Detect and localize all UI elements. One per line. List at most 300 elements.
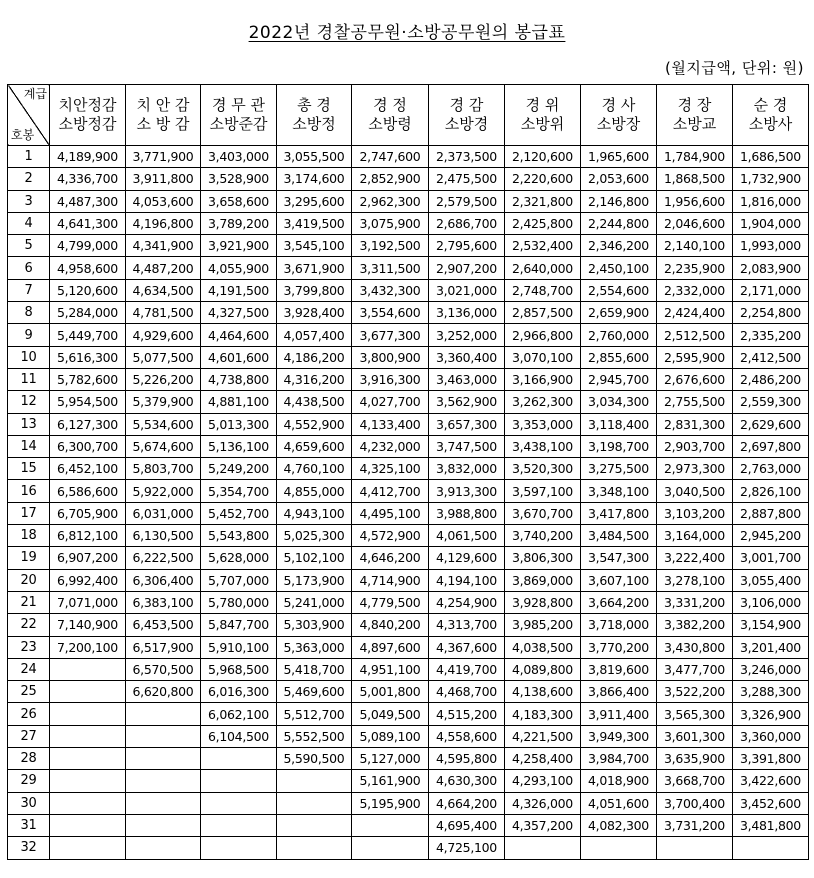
salary-cell: 5,512,700 [277, 703, 352, 725]
page-title-text: 2022년 경찰공무원·소방공무원의 봉급표 [248, 23, 566, 43]
salary-cell [50, 681, 126, 703]
salary-cell: 6,127,300 [50, 413, 126, 435]
salary-cell: 3,984,700 [581, 748, 657, 770]
step-cell: 27 [8, 725, 50, 747]
column-header-rank-fire: 소방준감 [209, 115, 268, 133]
salary-cell: 5,847,700 [201, 614, 277, 636]
column-header [277, 85, 352, 146]
salary-cell: 2,512,500 [657, 324, 733, 346]
salary-cell: 2,321,800 [505, 190, 581, 212]
step-cell: 5 [8, 235, 50, 257]
step-cell: 23 [8, 636, 50, 658]
column-header [581, 85, 657, 146]
salary-cell: 2,346,200 [581, 235, 657, 257]
column-header [50, 85, 126, 146]
salary-cell: 5,161,900 [352, 770, 429, 792]
salary-cell: 4,194,100 [429, 569, 505, 591]
salary-cell: 5,469,600 [277, 681, 352, 703]
salary-cell: 4,943,100 [277, 502, 352, 524]
salary-cell: 3,866,400 [581, 681, 657, 703]
salary-cell: 4,487,200 [126, 257, 201, 279]
salary-cell: 3,819,600 [581, 658, 657, 680]
salary-cell: 5,241,000 [277, 591, 352, 613]
table-row [8, 591, 809, 613]
salary-cell: 4,341,900 [126, 235, 201, 257]
table-row [8, 212, 809, 234]
salary-cell: 2,676,600 [657, 368, 733, 390]
column-header [505, 85, 581, 146]
salary-cell: 3,278,100 [657, 569, 733, 591]
salary-cell: 3,360,400 [429, 346, 505, 368]
salary-cell: 3,403,000 [201, 146, 277, 168]
salary-cell: 6,031,000 [126, 502, 201, 524]
salary-cell: 3,800,900 [352, 346, 429, 368]
salary-cell: 3,928,400 [277, 302, 352, 324]
table-body [8, 146, 809, 860]
table-row [8, 413, 809, 435]
step-cell: 22 [8, 614, 50, 636]
salary-cell: 3,789,200 [201, 212, 277, 234]
salary-cell: 4,630,300 [429, 770, 505, 792]
salary-cell: 1,965,600 [581, 146, 657, 168]
salary-cell: 2,595,900 [657, 346, 733, 368]
salary-cell: 5,616,300 [50, 346, 126, 368]
step-cell: 12 [8, 391, 50, 413]
table-row [8, 837, 809, 859]
salary-cell: 3,154,900 [733, 614, 809, 636]
column-header [352, 85, 429, 146]
salary-cell: 1,904,000 [733, 212, 809, 234]
salary-cell: 4,313,700 [429, 614, 505, 636]
salary-cell: 4,464,600 [201, 324, 277, 346]
salary-cell [277, 792, 352, 814]
salary-cell: 3,657,300 [429, 413, 505, 435]
step-cell: 21 [8, 591, 50, 613]
salary-cell: 3,677,300 [352, 324, 429, 346]
step-cell: 3 [8, 190, 50, 212]
salary-cell [126, 814, 201, 836]
salary-cell: 6,907,200 [50, 547, 126, 569]
salary-cell: 4,646,200 [352, 547, 429, 569]
salary-cell: 1,816,000 [733, 190, 809, 212]
salary-cell: 6,016,300 [201, 681, 277, 703]
salary-cell: 4,221,500 [505, 725, 581, 747]
salary-cell: 5,780,000 [201, 591, 277, 613]
salary-cell: 4,760,100 [277, 458, 352, 480]
corner-header-cell [8, 85, 50, 146]
table-row [8, 257, 809, 279]
salary-cell: 3,562,900 [429, 391, 505, 413]
salary-cell: 3,001,700 [733, 547, 809, 569]
salary-cell: 5,910,100 [201, 636, 277, 658]
salary-cell: 1,784,900 [657, 146, 733, 168]
salary-cell: 3,348,100 [581, 480, 657, 502]
salary-cell: 4,189,900 [50, 146, 126, 168]
salary-cell: 4,487,300 [50, 190, 126, 212]
salary-cell: 4,357,200 [505, 814, 581, 836]
column-header-rank-fire: 소 방 감 [136, 115, 190, 133]
salary-cell: 2,244,800 [581, 212, 657, 234]
salary-cell: 2,697,800 [733, 435, 809, 457]
salary-cell: 3,481,800 [733, 814, 809, 836]
salary-cell: 5,013,300 [201, 413, 277, 435]
salary-cell: 4,089,800 [505, 658, 581, 680]
salary-cell [50, 725, 126, 747]
salary-cell: 7,200,100 [50, 636, 126, 658]
salary-cell: 5,707,000 [201, 569, 277, 591]
salary-cell: 5,226,200 [126, 368, 201, 390]
column-header-rank-police: 경 정 [373, 96, 407, 114]
salary-cell [581, 837, 657, 859]
salary-cell: 3,103,200 [657, 502, 733, 524]
step-cell: 14 [8, 435, 50, 457]
salary-cell: 6,812,100 [50, 525, 126, 547]
salary-cell: 2,629,600 [733, 413, 809, 435]
salary-cell: 3,528,900 [201, 168, 277, 190]
table-row [8, 302, 809, 324]
salary-cell: 3,565,300 [657, 703, 733, 725]
salary-cell: 7,140,900 [50, 614, 126, 636]
column-header [429, 85, 505, 146]
salary-cell: 6,222,500 [126, 547, 201, 569]
salary-cell: 4,186,200 [277, 346, 352, 368]
salary-cell [352, 814, 429, 836]
salary-cell [352, 837, 429, 859]
salary-cell: 3,949,300 [581, 725, 657, 747]
salary-cell: 4,725,100 [429, 837, 505, 859]
salary-cell: 5,552,500 [277, 725, 352, 747]
salary-cell [277, 770, 352, 792]
salary-cell: 4,027,700 [352, 391, 429, 413]
salary-cell: 4,258,400 [505, 748, 581, 770]
salary-cell: 3,988,800 [429, 502, 505, 524]
salary-cell [201, 837, 277, 859]
salary-cell: 2,686,700 [429, 212, 505, 234]
salary-cell [277, 837, 352, 859]
salary-cell: 5,173,900 [277, 569, 352, 591]
table-row [8, 725, 809, 747]
salary-cell: 2,486,200 [733, 368, 809, 390]
salary-cell: 4,232,000 [352, 435, 429, 457]
salary-cell: 4,881,100 [201, 391, 277, 413]
salary-cell: 3,174,600 [277, 168, 352, 190]
salary-cell: 4,958,600 [50, 257, 126, 279]
table-row [8, 814, 809, 836]
salary-cell: 3,601,300 [657, 725, 733, 747]
salary-cell: 4,840,200 [352, 614, 429, 636]
step-cell: 1 [8, 146, 50, 168]
table-row [8, 324, 809, 346]
salary-cell: 6,130,500 [126, 525, 201, 547]
salary-cell: 2,475,500 [429, 168, 505, 190]
step-cell: 16 [8, 480, 50, 502]
column-header-rank-fire: 소방위 [520, 115, 565, 133]
salary-cell: 5,127,000 [352, 748, 429, 770]
salary-cell: 3,391,800 [733, 748, 809, 770]
salary-cell: 4,316,200 [277, 368, 352, 390]
salary-cell: 3,921,900 [201, 235, 277, 257]
salary-cell: 4,641,300 [50, 212, 126, 234]
salary-cell: 3,360,000 [733, 725, 809, 747]
column-header-rank-police: 치안정감 [58, 96, 117, 114]
salary-cell: 4,515,200 [429, 703, 505, 725]
salary-cell: 4,018,900 [581, 770, 657, 792]
step-cell: 25 [8, 681, 50, 703]
column-header-rank-police: 순 경 [753, 96, 788, 114]
salary-cell: 5,590,500 [277, 748, 352, 770]
table-row [8, 681, 809, 703]
salary-cell: 4,133,400 [352, 413, 429, 435]
salary-cell: 4,412,700 [352, 480, 429, 502]
salary-cell: 5,803,700 [126, 458, 201, 480]
salary-cell: 2,831,300 [657, 413, 733, 435]
step-cell: 19 [8, 547, 50, 569]
salary-cell: 2,795,600 [429, 235, 505, 257]
salary-cell: 2,903,700 [657, 435, 733, 457]
step-cell: 7 [8, 279, 50, 301]
salary-cell: 3,740,200 [505, 525, 581, 547]
salary-cell: 3,452,600 [733, 792, 809, 814]
salary-cell: 2,046,600 [657, 212, 733, 234]
salary-cell: 4,327,500 [201, 302, 277, 324]
table-row [8, 279, 809, 301]
salary-cell: 5,782,600 [50, 368, 126, 390]
table-row [8, 569, 809, 591]
step-cell: 9 [8, 324, 50, 346]
salary-cell: 3,422,600 [733, 770, 809, 792]
table-row [8, 502, 809, 524]
salary-cell: 2,747,600 [352, 146, 429, 168]
salary-cell: 1,956,600 [657, 190, 733, 212]
salary-cell: 4,051,600 [581, 792, 657, 814]
column-header-rank-fire: 소방정 [292, 115, 336, 133]
salary-cell: 3,432,300 [352, 279, 429, 301]
salary-cell: 2,659,900 [581, 302, 657, 324]
table-row [8, 547, 809, 569]
step-cell: 30 [8, 792, 50, 814]
salary-cell: 1,868,500 [657, 168, 733, 190]
salary-cell: 3,664,200 [581, 591, 657, 613]
salary-cell: 5,628,000 [201, 547, 277, 569]
salary-cell: 3,164,000 [657, 525, 733, 547]
salary-cell: 4,129,600 [429, 547, 505, 569]
salary-cell: 5,922,000 [126, 480, 201, 502]
salary-cell: 2,760,000 [581, 324, 657, 346]
salary-cell: 2,966,800 [505, 324, 581, 346]
salary-cell: 2,554,600 [581, 279, 657, 301]
grade-label: 계급 [23, 87, 47, 101]
salary-cell: 6,570,500 [126, 658, 201, 680]
salary-cell: 3,597,100 [505, 480, 581, 502]
salary-cell [50, 792, 126, 814]
salary-cell: 3,201,400 [733, 636, 809, 658]
salary-cell: 3,635,900 [657, 748, 733, 770]
salary-cell: 4,438,500 [277, 391, 352, 413]
salary-cell: 3,913,300 [429, 480, 505, 502]
salary-cell [505, 837, 581, 859]
salary-cell: 3,246,000 [733, 658, 809, 680]
salary-cell: 2,640,000 [505, 257, 581, 279]
salary-cell: 2,254,800 [733, 302, 809, 324]
salary-cell: 4,664,200 [429, 792, 505, 814]
salary-cell: 2,424,400 [657, 302, 733, 324]
salary-cell: 3,275,500 [581, 458, 657, 480]
step-cell: 32 [8, 837, 50, 859]
salary-cell: 4,929,600 [126, 324, 201, 346]
salary-cell: 4,495,100 [352, 502, 429, 524]
salary-cell: 3,034,300 [581, 391, 657, 413]
step-cell: 2 [8, 168, 50, 190]
salary-cell: 3,670,700 [505, 502, 581, 524]
salary-cell: 5,452,700 [201, 502, 277, 524]
salary-cell: 3,928,800 [505, 591, 581, 613]
table-row [8, 435, 809, 457]
salary-cell: 6,306,400 [126, 569, 201, 591]
salary-cell: 3,419,500 [277, 212, 352, 234]
salary-cell [50, 748, 126, 770]
salary-cell: 2,855,600 [581, 346, 657, 368]
salary-cell: 3,311,500 [352, 257, 429, 279]
column-header [657, 85, 733, 146]
salary-cell: 4,336,700 [50, 168, 126, 190]
salary-cell: 5,077,500 [126, 346, 201, 368]
salary-cell: 3,554,600 [352, 302, 429, 324]
salary-cell: 3,700,400 [657, 792, 733, 814]
salary-cell: 5,284,000 [50, 302, 126, 324]
table-row [8, 391, 809, 413]
salary-cell: 3,832,000 [429, 458, 505, 480]
salary-cell: 3,658,600 [201, 190, 277, 212]
step-cell: 4 [8, 212, 50, 234]
salary-cell: 2,171,000 [733, 279, 809, 301]
salary-cell: 3,747,500 [429, 435, 505, 457]
salary-cell: 2,425,800 [505, 212, 581, 234]
salary-cell: 4,897,600 [352, 636, 429, 658]
salary-cell: 3,198,700 [581, 435, 657, 457]
column-header [126, 85, 201, 146]
salary-cell: 6,517,900 [126, 636, 201, 658]
salary-cell: 3,916,300 [352, 368, 429, 390]
salary-cell: 2,235,900 [657, 257, 733, 279]
salary-cell [201, 770, 277, 792]
salary-cell: 3,382,200 [657, 614, 733, 636]
salary-cell: 5,968,500 [201, 658, 277, 680]
salary-cell [50, 770, 126, 792]
salary-cell: 2,053,600 [581, 168, 657, 190]
salary-cell: 3,731,200 [657, 814, 733, 836]
salary-cell [657, 837, 733, 859]
salary-cell: 4,468,700 [429, 681, 505, 703]
salary-cell: 2,140,100 [657, 235, 733, 257]
table-row [8, 146, 809, 168]
step-cell: 15 [8, 458, 50, 480]
salary-cell: 2,579,500 [429, 190, 505, 212]
salary-cell: 3,799,800 [277, 279, 352, 301]
salary-cell: 5,001,800 [352, 681, 429, 703]
salary-cell: 4,325,100 [352, 458, 429, 480]
salary-cell: 2,962,300 [352, 190, 429, 212]
salary-cell: 2,220,600 [505, 168, 581, 190]
salary-cell: 2,083,900 [733, 257, 809, 279]
salary-cell: 4,367,600 [429, 636, 505, 658]
salary-cell: 4,781,500 [126, 302, 201, 324]
salary-cell: 2,532,400 [505, 235, 581, 257]
salary-cell: 5,136,100 [201, 435, 277, 457]
salary-cell: 4,779,500 [352, 591, 429, 613]
salary-cell: 4,714,900 [352, 569, 429, 591]
salary-cell: 4,738,800 [201, 368, 277, 390]
salary-cell: 3,326,900 [733, 703, 809, 725]
salary-cell [277, 814, 352, 836]
salary-cell [126, 703, 201, 725]
salary-cell: 3,911,400 [581, 703, 657, 725]
table-row [8, 368, 809, 390]
salary-cell [50, 837, 126, 859]
salary-cell: 2,755,500 [657, 391, 733, 413]
salary-cell: 6,104,500 [201, 725, 277, 747]
salary-cell: 4,082,300 [581, 814, 657, 836]
salary-cell: 5,543,800 [201, 525, 277, 547]
salary-cell: 3,718,000 [581, 614, 657, 636]
table-row [8, 636, 809, 658]
salary-cell: 3,118,400 [581, 413, 657, 435]
salary-cell: 2,826,100 [733, 480, 809, 502]
salary-cell: 3,417,800 [581, 502, 657, 524]
column-header [201, 85, 277, 146]
salary-cell: 4,326,000 [505, 792, 581, 814]
salary-cell [201, 748, 277, 770]
table-row [8, 190, 809, 212]
salary-cell: 3,353,000 [505, 413, 581, 435]
step-cell: 11 [8, 368, 50, 390]
salary-cell: 4,601,600 [201, 346, 277, 368]
column-header-rank-police: 경 위 [525, 96, 560, 114]
salary-cell: 3,288,300 [733, 681, 809, 703]
salary-cell: 6,383,100 [126, 591, 201, 613]
salary-cell: 3,806,300 [505, 547, 581, 569]
salary-cell: 4,293,100 [505, 770, 581, 792]
salary-cell: 3,869,000 [505, 569, 581, 591]
salary-cell: 3,668,700 [657, 770, 733, 792]
salary-cell: 5,449,700 [50, 324, 126, 346]
salary-cell: 1,993,000 [733, 235, 809, 257]
salary-cell: 2,887,800 [733, 502, 809, 524]
salary-cell [50, 658, 126, 680]
column-header-rank-police: 경 감 [449, 96, 484, 114]
salary-cell: 4,799,000 [50, 235, 126, 257]
salary-cell: 5,049,500 [352, 703, 429, 725]
step-cell: 24 [8, 658, 50, 680]
column-header-rank-police: 경 무 관 [211, 96, 265, 114]
salary-cell: 3,438,100 [505, 435, 581, 457]
salary-cell: 2,559,300 [733, 391, 809, 413]
salary-table [7, 84, 809, 860]
salary-cell: 4,419,700 [429, 658, 505, 680]
salary-cell: 1,686,500 [733, 146, 809, 168]
salary-cell: 2,852,900 [352, 168, 429, 190]
salary-cell: 5,120,600 [50, 279, 126, 301]
column-header-rank-fire: 소방경 [444, 115, 489, 133]
salary-cell: 4,855,000 [277, 480, 352, 502]
column-header-rank-fire: 소방정감 [58, 115, 117, 133]
salary-cell: 4,038,500 [505, 636, 581, 658]
step-label: 호봉 [11, 128, 35, 142]
salary-cell: 5,379,900 [126, 391, 201, 413]
page-title [0, 18, 814, 43]
salary-cell: 2,146,800 [581, 190, 657, 212]
table-row [8, 346, 809, 368]
salary-cell: 4,254,900 [429, 591, 505, 613]
